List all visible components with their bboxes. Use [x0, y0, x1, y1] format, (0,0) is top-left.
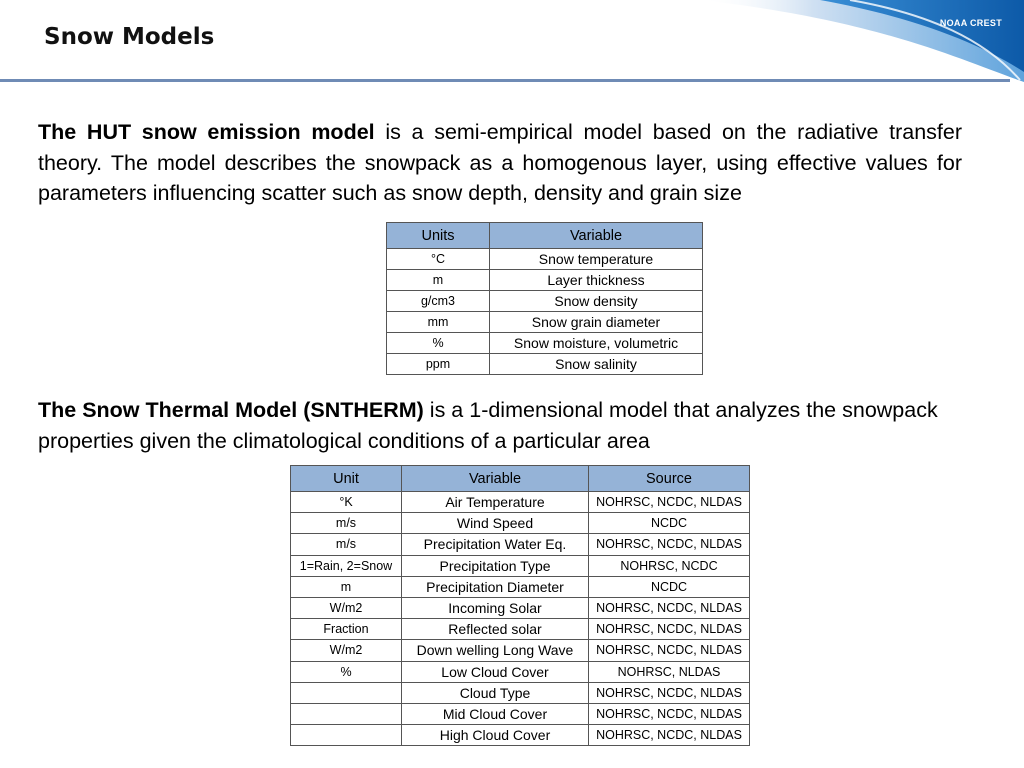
unit-cell [291, 725, 402, 746]
source-cell: NOHRSC, NLDAS [589, 661, 750, 682]
variable-cell: Precipitation Water Eq. [402, 534, 589, 555]
table-header-row [291, 466, 750, 492]
variable-cell: Layer thickness [490, 270, 703, 291]
unit-cell: mm [387, 312, 490, 333]
table-row [291, 597, 750, 618]
hut-description [38, 117, 962, 209]
source-cell: NOHRSC, NCDC, NLDAS [589, 725, 750, 746]
table-row [291, 640, 750, 661]
source-cell: NCDC [589, 513, 750, 534]
source-cell: NOHRSC, NCDC, NLDAS [589, 619, 750, 640]
source-cell: NOHRSC, NCDC, NLDAS [589, 703, 750, 724]
sntherm-lead: The Snow Thermal Model (SNTHERM) [38, 398, 424, 422]
source-cell: NOHRSC, NCDC, NLDAS [589, 682, 750, 703]
noaa-crest-logo: NOAA CREST [939, 18, 1002, 28]
source-cell: NOHRSC, NCDC [589, 555, 750, 576]
table-row [291, 619, 750, 640]
table-header-row [387, 223, 703, 249]
table-row [387, 291, 703, 312]
sntherm-text: is a 1-dimensional model that analyzes the snowpack properties given the climatological conditions of a particular area [38, 398, 938, 453]
variable-cell: Reflected solar [402, 619, 589, 640]
table-row [291, 682, 750, 703]
unit-cell: Fraction [291, 619, 402, 640]
table-row [387, 354, 703, 375]
unit-cell: % [387, 333, 490, 354]
variable-cell: Incoming Solar [402, 597, 589, 618]
source-cell: NCDC [589, 576, 750, 597]
unit-cell: W/m2 [291, 597, 402, 618]
page-title: Snow Models [44, 24, 215, 50]
table-row [387, 249, 703, 270]
variable-cell: Cloud Type [402, 682, 589, 703]
variable-cell: High Cloud Cover [402, 725, 589, 746]
unit-cell: m/s [291, 513, 402, 534]
table-row [291, 513, 750, 534]
unit-cell: % [291, 661, 402, 682]
column-header-unit: Unit [291, 466, 402, 492]
variable-cell: Down welling Long Wave [402, 640, 589, 661]
hut-text: is a semi-empirical model based on the radiative transfer theory. The model describes the snowpack as a homogenous layer, using effective values for parameters influencing scatter such as snow depth, density and grain size [38, 120, 962, 205]
variable-cell: Precipitation Diameter [402, 576, 589, 597]
unit-cell [291, 703, 402, 724]
source-cell: NOHRSC, NCDC, NLDAS [589, 597, 750, 618]
unit-cell: ppm [387, 354, 490, 375]
table-row [387, 312, 703, 333]
variable-cell: Air Temperature [402, 492, 589, 513]
source-cell: NOHRSC, NCDC, NLDAS [589, 534, 750, 555]
table-row [291, 725, 750, 746]
table-row [291, 703, 750, 724]
unit-cell: 1=Rain, 2=Snow [291, 555, 402, 576]
table-row [291, 555, 750, 576]
variable-cell: Mid Cloud Cover [402, 703, 589, 724]
hut-variables-table [386, 222, 703, 375]
table-row [387, 270, 703, 291]
unit-cell: °K [291, 492, 402, 513]
source-cell: NOHRSC, NCDC, NLDAS [589, 492, 750, 513]
column-header-source: Source [589, 466, 750, 492]
table-row [387, 333, 703, 354]
column-header-variable: Variable [490, 223, 703, 249]
unit-cell: m [387, 270, 490, 291]
variable-cell: Snow temperature [490, 249, 703, 270]
unit-cell: m/s [291, 534, 402, 555]
sntherm-variables-table [290, 465, 750, 746]
variable-cell: Low Cloud Cover [402, 661, 589, 682]
variable-cell: Snow moisture, volumetric [490, 333, 703, 354]
column-header-units: Units [387, 223, 490, 249]
variable-cell: Snow density [490, 291, 703, 312]
table-row [291, 661, 750, 682]
variable-cell: Snow salinity [490, 354, 703, 375]
source-cell: NOHRSC, NCDC, NLDAS [589, 640, 750, 661]
title-divider [0, 79, 1010, 82]
unit-cell: g/cm3 [387, 291, 490, 312]
unit-cell: W/m2 [291, 640, 402, 661]
variable-cell: Precipitation Type [402, 555, 589, 576]
variable-cell: Wind Speed [402, 513, 589, 534]
variable-cell: Snow grain diameter [490, 312, 703, 333]
unit-cell: m [291, 576, 402, 597]
unit-cell [291, 682, 402, 703]
table-row [291, 534, 750, 555]
column-header-variable: Variable [402, 466, 589, 492]
sntherm-description [38, 395, 998, 456]
hut-lead: The HUT snow emission model [38, 120, 375, 144]
table-row [291, 576, 750, 597]
table-row [291, 492, 750, 513]
unit-cell: °C [387, 249, 490, 270]
